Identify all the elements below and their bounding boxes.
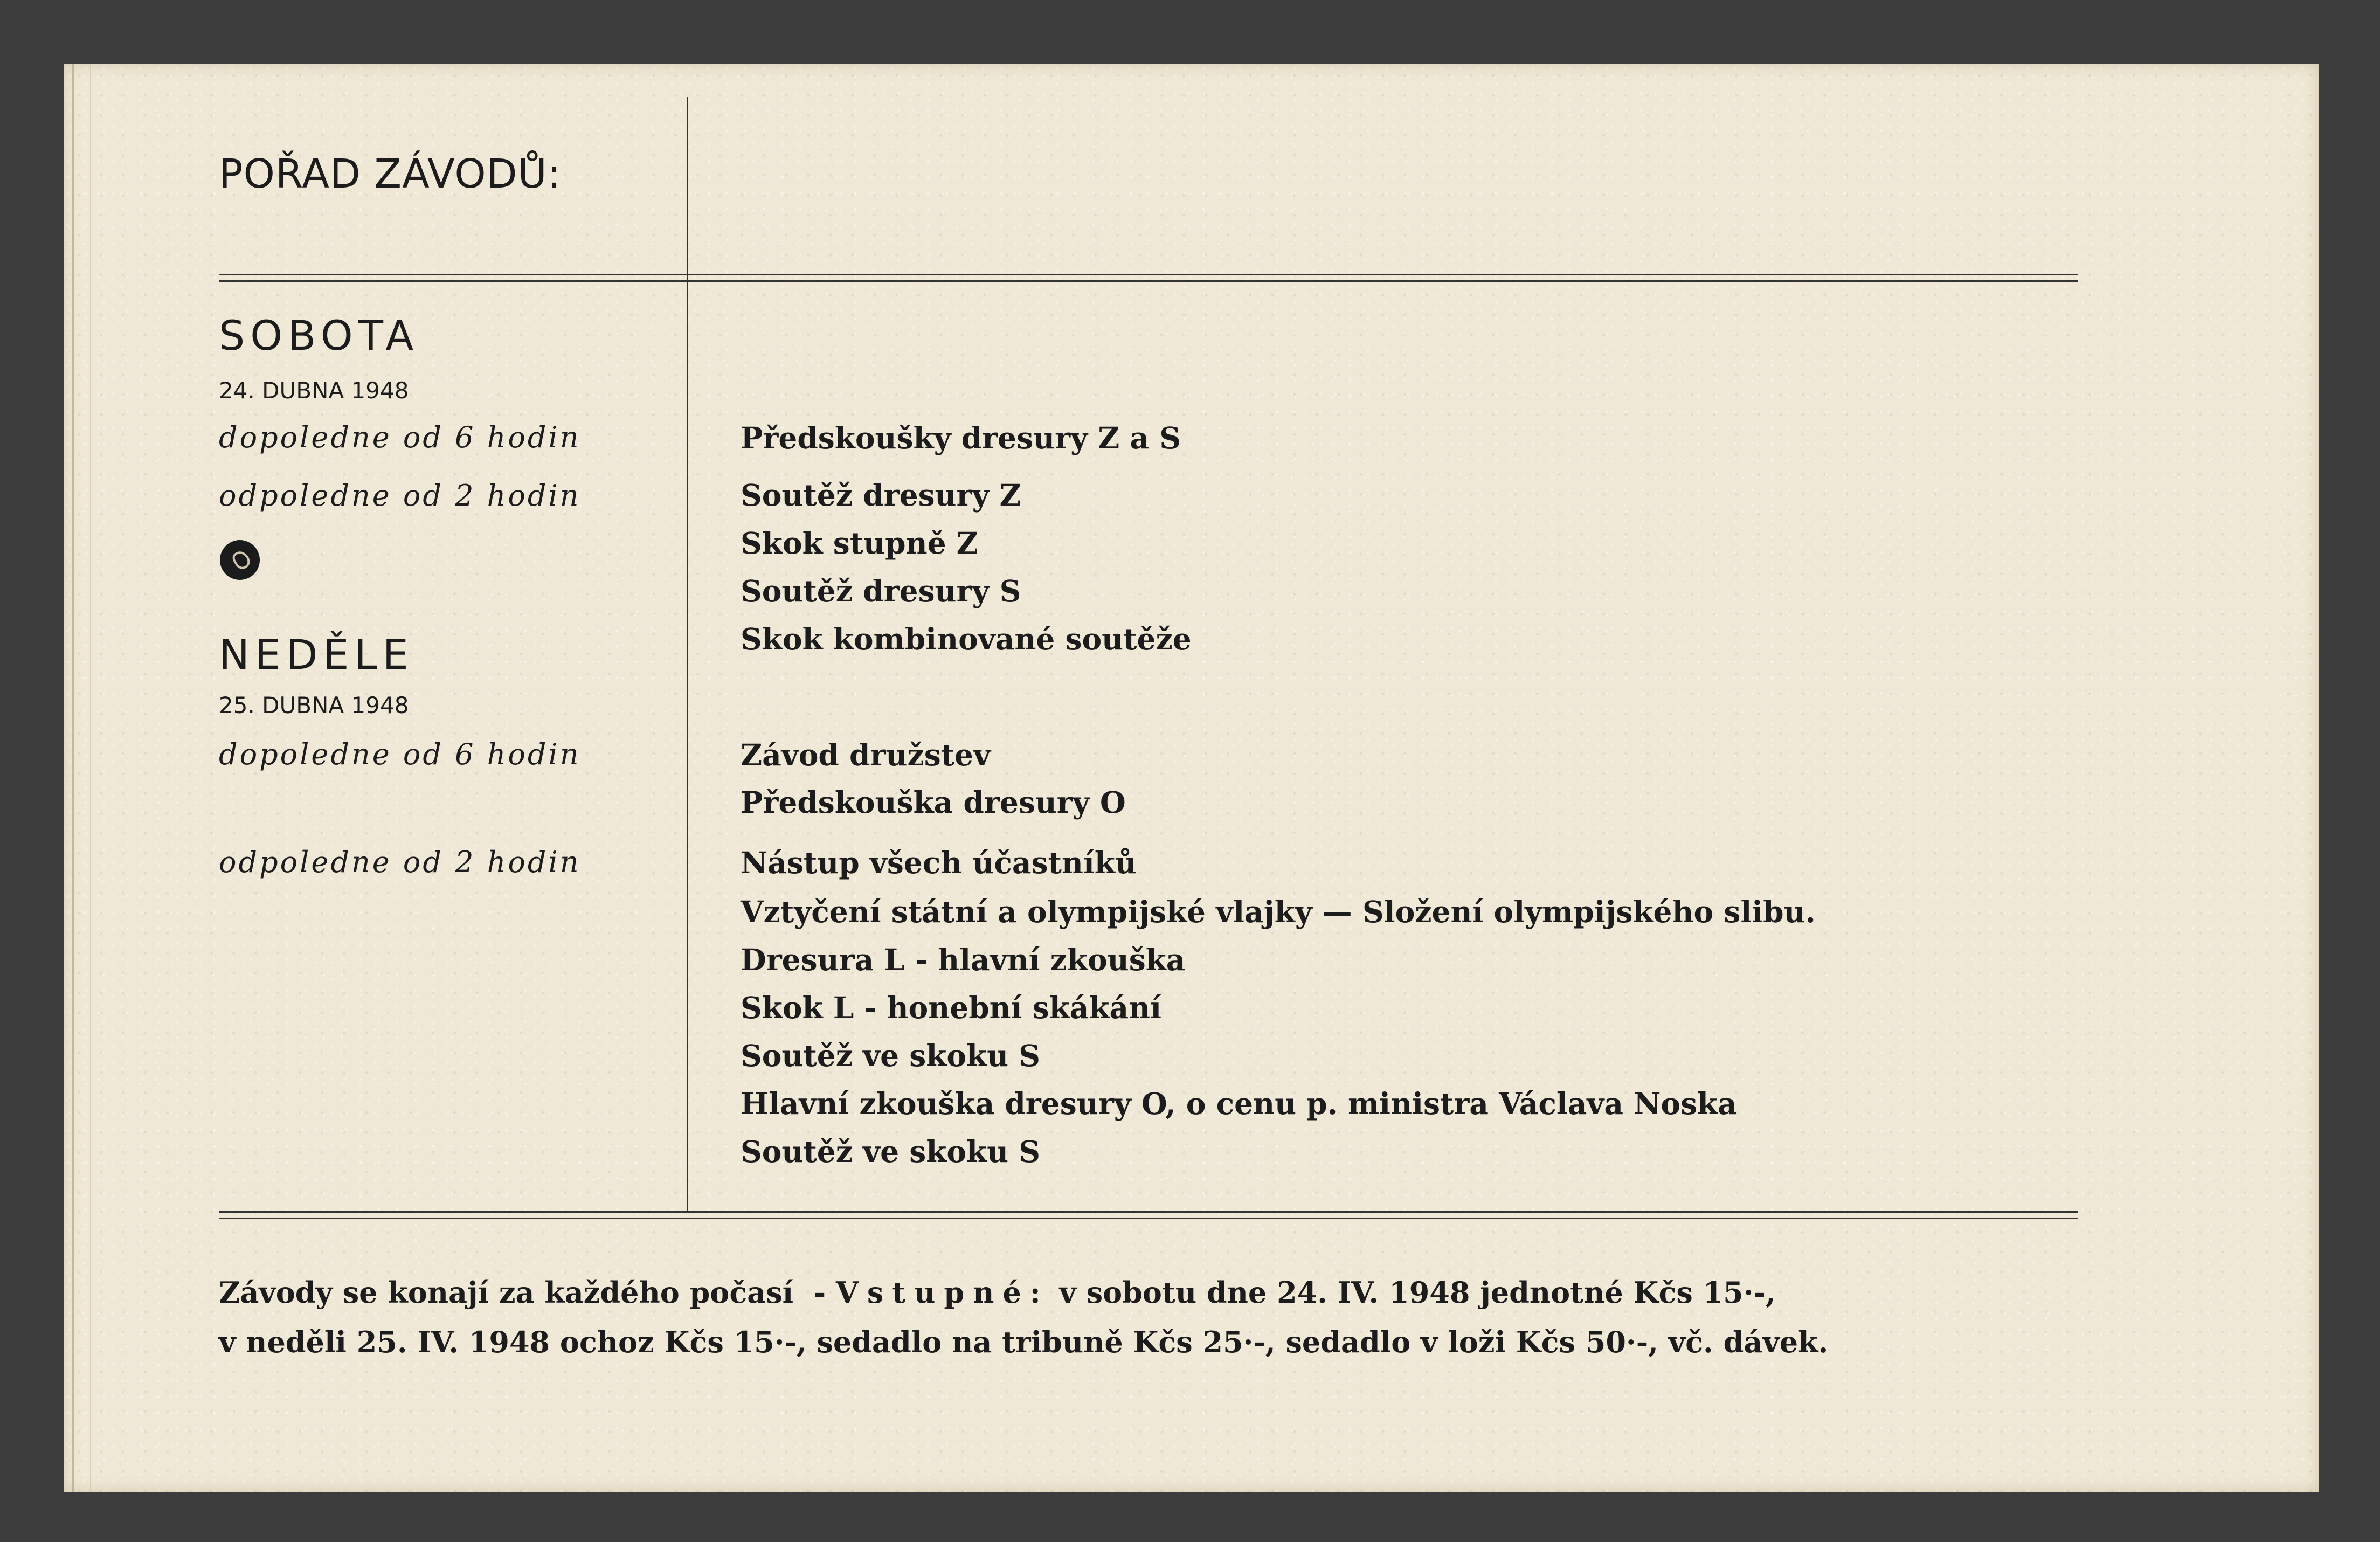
saturday-afternoon-event: Skok kombinované soutěže	[741, 621, 1192, 656]
footer-rule-bottom	[219, 1218, 2078, 1219]
sunday-afternoon-event: Soutěž ve skoku S	[741, 1134, 1040, 1169]
sunday-afternoon-event: Skok L - honební skákání	[741, 990, 1162, 1025]
sunday-afternoon-label: odpoledne od 2 hodin	[219, 845, 581, 879]
saturday-morning-label: dopoledne od 6 hodin	[219, 420, 581, 454]
saturday-afternoon-event: Skok stupně Z	[741, 525, 978, 561]
saturday-afternoon-event: Soutěž dresury S	[741, 573, 1021, 608]
sunday-date: 25. DUBNA 1948	[219, 692, 409, 718]
saturday-afternoon-event: Soutěž dresury Z	[741, 478, 1021, 513]
sunday-morning-event: Závod družstev	[741, 737, 991, 772]
sunday-morning-event: Předskouška dresury O	[741, 785, 1126, 820]
header-rule-top	[219, 274, 2078, 275]
saturday-date: 24. DUBNA 1948	[219, 377, 409, 404]
footer-admission-label: Vstupné:	[835, 1275, 1049, 1310]
footer-saturday-price: v sobotu dne 24. IV. 1948 jednotné Kčs 15·-,	[1049, 1275, 1776, 1310]
sunday-name: NEDĚLE	[219, 631, 414, 679]
saturday-name: SOBOTA	[219, 312, 419, 359]
page-title: POŘAD ZÁVODŮ:	[219, 151, 562, 197]
card-fold	[72, 64, 91, 1492]
sunday-morning-label: dopoledne od 6 hodin	[219, 737, 581, 771]
footer-weather-note: Závody se konají za každého počasí -	[219, 1275, 836, 1310]
sunday-afternoon-event: Soutěž ve skoku S	[741, 1038, 1040, 1073]
footer-rule-top	[219, 1211, 2078, 1213]
sunday-afternoon-event: Dresura L - hlavní zkouška	[741, 942, 1186, 977]
header-rule-bottom	[219, 280, 2078, 282]
sunday-afternoon-event: Hlavní zkouška dresury O, o cenu p. ministra Václava Noska	[741, 1086, 1737, 1121]
olympic-emblem-icon	[220, 540, 260, 580]
saturday-morning-event: Předskoušky dresury Z a S	[741, 420, 1181, 455]
saturday-afternoon-label: odpoledne od 2 hodin	[219, 479, 581, 513]
sunday-afternoon-event: Vztyčení státní a olympijské vlajky — Složení olympijského slibu.	[741, 894, 1816, 929]
sunday-afternoon-event: Nástup všech účastníků	[741, 845, 1137, 880]
footer-line-1	[219, 1275, 1776, 1310]
footer-line-2: v neděli 25. IV. 1948 ochoz Kčs 15·-, sedadlo na tribuně Kčs 25·-, sedadlo v loži Kčs 50·-, vč. dávek.	[219, 1325, 1829, 1359]
column-divider	[687, 97, 688, 1213]
